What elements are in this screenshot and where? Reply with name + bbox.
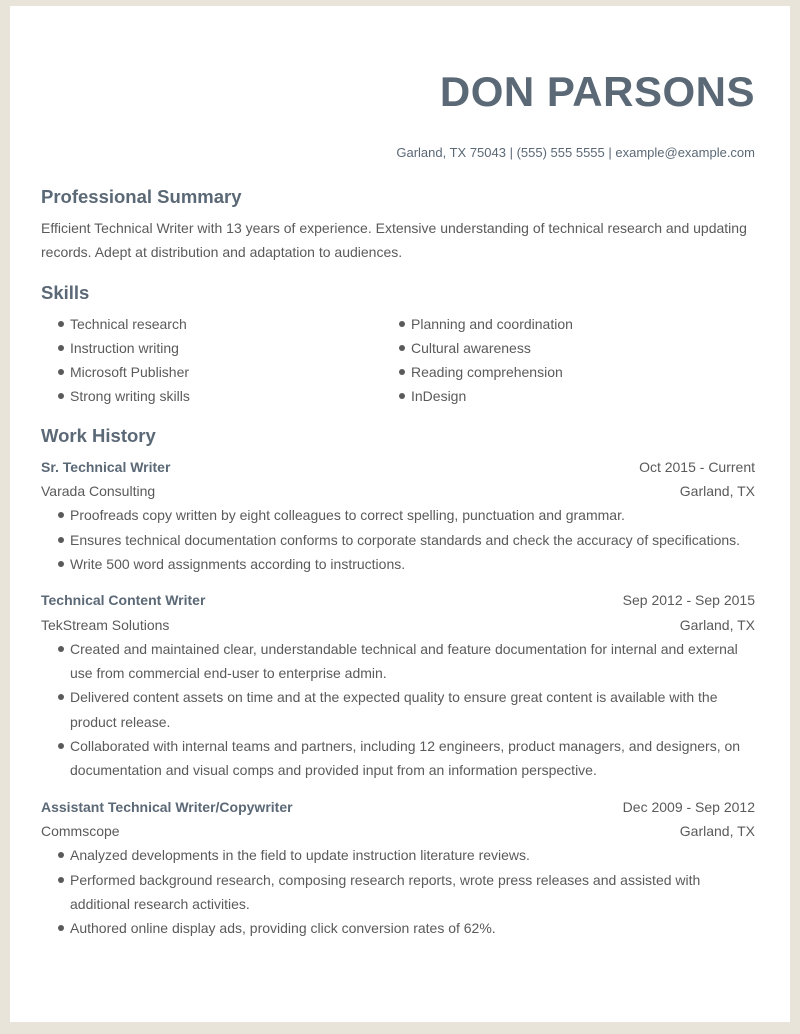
job-title: Sr. Technical Writer (41, 458, 171, 475)
job-entry (41, 588, 755, 782)
skill-item: Reading comprehension (398, 360, 573, 384)
skills-column-right (398, 312, 573, 409)
job-bullet: Analyzed developments in the field to update instruction literature reviews. (57, 843, 755, 867)
job-dates: Dec 2009 - Sep 2012 (622, 798, 755, 815)
job-bullet: Ensures technical documentation conforms to corporate standards and check the accuracy of specifications. (57, 528, 755, 552)
job-bullet: Delivered content assets on time and at the expected quality to ensure great content is available with the product release. (57, 685, 755, 734)
job-title: Technical Content Writer (41, 592, 206, 609)
job-bullet: Collaborated with internal teams and partners, including 12 engineers, product managers, and designers, on documentation and visual comps and provided input from an information perspective. (57, 734, 755, 783)
resume-page (10, 6, 790, 1022)
skill-item: Planning and coordination (398, 312, 573, 336)
resume-content (41, 184, 755, 940)
summary-text: Efficient Technical Writer with 13 years of experience. Extensive understanding of technical research and updating records. Adept at distribution and adaptation to audiences. (41, 220, 747, 261)
skill-item: Instruction writing (57, 336, 398, 360)
skills-heading: Skills (41, 281, 90, 303)
job-dates: Sep 2012 - Sep 2015 (622, 592, 755, 609)
summary-heading: Professional Summary (41, 186, 242, 207)
skill-item: Technical research (57, 312, 398, 336)
job-bullets (41, 637, 755, 783)
job-bullet: Write 500 word assignments according to instructions. (57, 552, 755, 576)
contact-info: Garland, TX 75043 | (555) 555 5555 | example@example.com (396, 145, 755, 160)
job-entry (41, 795, 755, 941)
skill-item: InDesign (398, 384, 573, 408)
job-company: Commscope (41, 822, 120, 839)
work-history-heading: Work History (41, 424, 156, 446)
skill-item: Microsoft Publisher (57, 360, 398, 384)
job-bullet: Created and maintained clear, understandable technical and feature documentation for internal and external use from commercial end-user to enterprise admin. (57, 637, 755, 686)
skill-item: Strong writing skills (57, 384, 398, 408)
job-location: Garland, TX (679, 483, 755, 500)
job-company: TekStream Solutions (41, 616, 170, 633)
job-bullet: Performed background research, composing research reports, wrote press releases and assisted with additional research activities. (57, 868, 755, 917)
job-dates: Oct 2015 - Current (639, 458, 755, 475)
skill-item: Cultural awareness (398, 336, 573, 360)
skills-column-left (41, 312, 398, 409)
job-entry (41, 455, 755, 576)
job-bullets (41, 503, 755, 576)
job-bullet: Authored online display ads, providing click conversion rates of 62%. (57, 916, 755, 940)
job-location: Garland, TX (679, 822, 755, 839)
candidate-name: DON PARSONS (439, 68, 755, 115)
job-title: Assistant Technical Writer/Copywriter (41, 798, 293, 815)
job-bullets (41, 843, 755, 940)
job-company: Varada Consulting (41, 483, 156, 500)
skills-list (41, 312, 755, 409)
job-location: Garland, TX (679, 616, 755, 633)
job-bullet: Proofreads copy written by eight colleagues to correct spelling, punctuation and grammar. (57, 503, 755, 527)
